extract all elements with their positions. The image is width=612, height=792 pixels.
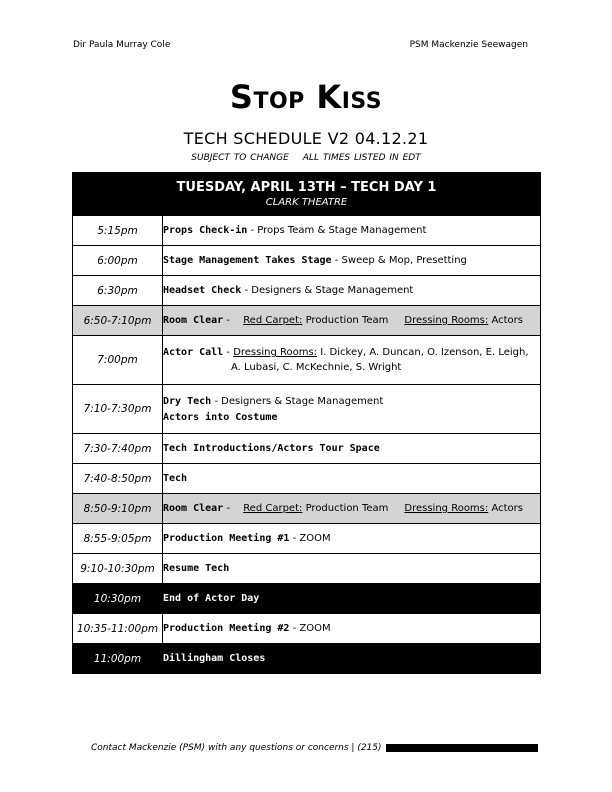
row-desc — [163, 276, 541, 306]
row-desc — [163, 524, 541, 554]
schedule-notes — [0, 153, 612, 163]
row-time: 8:50-9:10pm — [73, 494, 163, 524]
row-title: Dillingham Closes — [163, 653, 266, 664]
row-detail: - Props Team & Stage Management — [247, 225, 427, 236]
row-title: End of Actor Day — [163, 593, 260, 604]
row-detail: - Sweep & Mop, Presetting — [331, 255, 467, 266]
row-desc — [163, 584, 541, 614]
row-time: 10:30pm — [73, 584, 163, 614]
row-location-detail: Production Team — [302, 503, 389, 514]
director-credit: Dir Paula Murray Cole — [73, 40, 171, 50]
table-row — [73, 554, 541, 584]
row-desc — [163, 246, 541, 276]
note-timezone: ALL TIMES LISTED IN EDT — [302, 153, 421, 163]
row-detail: - Designers & Stage Management — [211, 395, 384, 407]
schedule-table — [72, 172, 541, 674]
show-title: Stop Kiss — [229, 78, 383, 116]
row-location-detail: I. Dickey, A. Duncan, O. Izenson, E. Leigh, — [317, 347, 529, 358]
row-location-label: Red Carpet: — [243, 503, 303, 514]
row-detail: - ZOOM — [289, 533, 331, 544]
row-location-detail: Production Team — [302, 315, 389, 326]
day-heading: TUESDAY, APRIL 13TH – TECH DAY 1 — [176, 180, 437, 195]
row-desc — [163, 464, 541, 494]
row-location-label: Dressing Rooms: — [404, 315, 489, 326]
row-title: Stage Management Takes Stage — [163, 255, 332, 266]
row-desc — [163, 434, 541, 464]
row-title: Actor Call — [163, 347, 224, 358]
row-desc — [163, 614, 541, 644]
row-detail: - ZOOM — [289, 623, 331, 634]
row-sep: - — [223, 347, 234, 358]
psm-credit: PSM Mackenzie Seewagen — [409, 40, 528, 50]
row-title: Headset Check — [163, 285, 242, 296]
note-subject-to-change: SUBJECT TO CHANGE — [191, 153, 289, 163]
row-desc — [163, 554, 541, 584]
row-title: Props Check-in — [163, 225, 248, 236]
row-time: 8:55-9:05pm — [73, 524, 163, 554]
row-time: 6:00pm — [73, 246, 163, 276]
row-desc — [163, 216, 541, 246]
schedule-subtitle: TECH SCHEDULE V2 04.12.21 — [183, 129, 429, 148]
table-row — [73, 524, 541, 554]
row-title: Tech Introductions/Actors Tour Space — [163, 443, 380, 454]
table-row — [73, 336, 541, 385]
table-row — [73, 434, 541, 464]
row-time: 5:15pm — [73, 216, 163, 246]
row-time: 9:10-10:30pm — [73, 554, 163, 584]
row-title-secondary: Actors into Costume — [163, 411, 278, 423]
row-time: 10:35-11:00pm — [73, 614, 163, 644]
row-desc — [163, 336, 541, 385]
table-row — [73, 276, 541, 306]
footer-contact — [91, 743, 538, 753]
row-time: 7:40-8:50pm — [73, 464, 163, 494]
table-row — [73, 584, 541, 614]
row-time: 7:00pm — [73, 336, 163, 385]
row-desc — [163, 644, 541, 674]
table-row — [73, 385, 541, 434]
row-location-detail: Actors — [488, 315, 523, 326]
row-location-label: Red Carpet: — [243, 315, 303, 326]
row-title: Dry Tech — [163, 395, 212, 407]
row-time: 7:10-7:30pm — [73, 385, 163, 434]
row-title: Resume Tech — [163, 563, 230, 574]
redaction-bar — [386, 744, 538, 752]
table-row — [73, 306, 541, 336]
table-row — [73, 614, 541, 644]
row-time: 6:50-7:10pm — [73, 306, 163, 336]
table-row — [73, 464, 541, 494]
table-row — [73, 494, 541, 524]
table-row — [73, 644, 541, 674]
day-banner-cell — [73, 173, 541, 216]
row-location-detail: Actors — [488, 503, 523, 514]
row-title: Production Meeting #1 — [163, 533, 290, 544]
row-location-label: Dressing Rooms: — [404, 503, 489, 514]
row-sep: - — [223, 503, 234, 514]
row-desc — [163, 306, 541, 336]
venue-heading: CLARK THEATRE — [265, 197, 348, 208]
footer-text: Contact Mackenzie (PSM) with any questions or concerns | (215) — [91, 743, 382, 753]
row-sep: - — [223, 315, 234, 326]
row-continuation: A. Lubasi, C. McKechnie, S. Wright — [231, 362, 402, 373]
row-title: Tech — [163, 473, 188, 484]
row-desc — [163, 494, 541, 524]
row-time: 11:00pm — [73, 644, 163, 674]
row-title: Room Clear — [163, 503, 224, 514]
day-banner — [73, 173, 541, 216]
row-detail: - Designers & Stage Management — [241, 285, 414, 296]
row-time: 6:30pm — [73, 276, 163, 306]
row-time: 7:30-7:40pm — [73, 434, 163, 464]
row-desc — [163, 385, 541, 434]
table-row — [73, 246, 541, 276]
row-title: Room Clear — [163, 315, 224, 326]
table-row — [73, 216, 541, 246]
row-title: Production Meeting #2 — [163, 623, 290, 634]
row-location-label: Dressing Rooms: — [233, 347, 318, 358]
